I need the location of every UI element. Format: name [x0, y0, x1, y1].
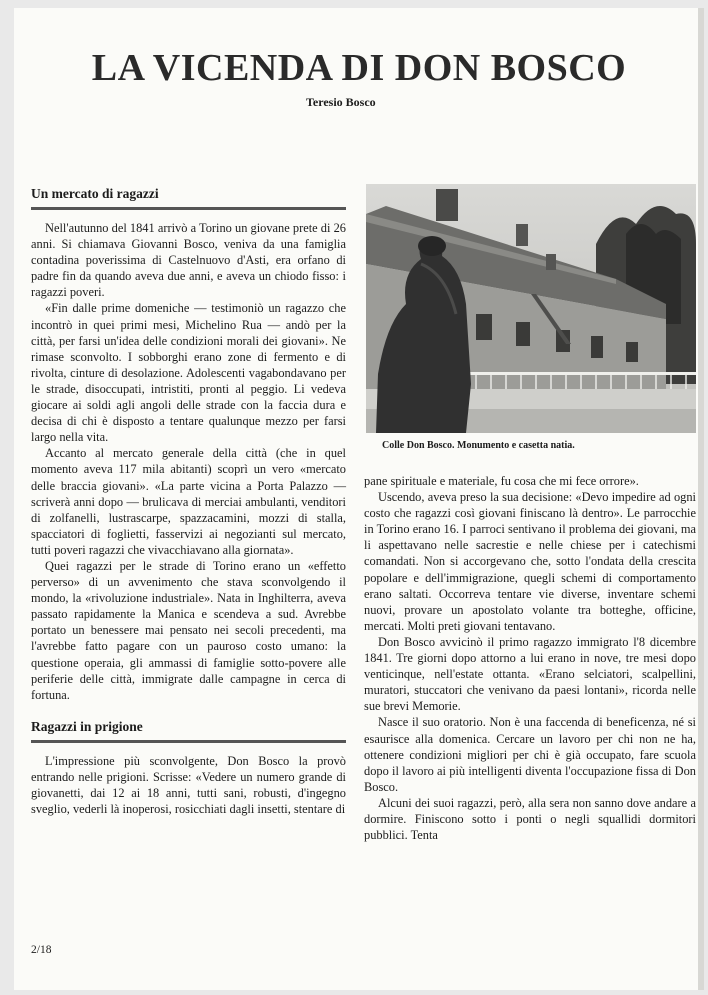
section-heading: Un mercato di ragazzi [31, 186, 346, 210]
photo-caption: Colle Don Bosco. Monumento e casetta natia. [382, 440, 575, 451]
article-title: LA VICENDA DI DON BOSCO [91, 47, 627, 89]
page-number: 2/18 [31, 944, 52, 956]
paragraph: Alcuni dei suoi ragazzi, però, alla sera non sanno dove andare a dormire. Finiscono sotto i ponti o negli squallidi dormitori pubblici. Tenta [364, 795, 696, 843]
paragraph: L'impressione più sconvolgente, Don Bosco la provò entrando nelle prigioni. Scrisse: «Vedere un numero grande di giovanetti, dai 12 ai 18 anni, tutti sani, robusti, d'ingegno sveglio, vederli là inoperosi, rosicchiati dagli insetti, stentare di [31, 753, 346, 817]
paragraph: «Fin dalle prime domeniche — testimoniò un ragazzo che incontrò in quei primi mesi, Michelino Rua — andò per la città, per farsi un'idea delle condizioni morali dei giovani». Ne rimase sconvolto. I sobborghi erano zone di fermento e di rivolta, cinture di desolazione. Adolescenti vagabondavano per le strade, disoccupati, intristiti, pronti al peggio. Li vedeva giocare ai soldi agli angoli delle strade con la faccia dura e decisa di chi è disposto a tentare qualunque mezzo per farsi largo nella vita. [31, 301, 346, 445]
left-column [31, 186, 346, 817]
paragraph: pane spirituale e materiale, fu cosa che mi fece orrore». [364, 474, 639, 488]
paragraph: Nell'autunno del 1841 arrivò a Torino un giovane prete di 26 anni. Si chiamava Giovanni Bosco, veniva da una famiglia contadina poverissima di Castelnuovo d'Asti, era orfano di padre fin da quando aveva due anni, e aveva un chiodo fisso: i ragazzi poveri. [31, 221, 346, 300]
article-author: Teresio Bosco [306, 95, 376, 109]
paragraph: Uscendo, aveva preso la sua decisione: «Devo impedire ad ogni costo che ragazzi così giovani finiscano là dentro». Le parrocchie in Torino erano 16. I parroci sentivano il problema dei giovani, ma li aspettavano nelle sacrestie e nelle chiese per i catechismi comandati. Non si accorgevano che, sotto l'ondata della crescita popolare e dell'immigrazione, quegli schemi di comportamento erano saltati. Occorreva tentare vie diverse, inventare schemi nuovi, provare un apostolato volante tra botteghe, officine, mercati. Molti preti giovani tentavano. [364, 490, 696, 633]
section-ragazzi-in-prigione [31, 719, 346, 817]
paragraph: Don Bosco avvicinò il primo ragazzo immigrato l'8 dicembre 1841. Tre giorni dopo attorno a lui erano in nove, tre mesi dopo venticinque, nell'estate ottanta. «Erano selciatori, scalpellini, muratori, stuccatori che venivano da paesi lontani», ricorda nelle sue brevi Memorie. [364, 634, 696, 714]
paragraph: Nasce il suo oratorio. Non è una faccenda di beneficenza, né si esaurisce alla domenica. Cercare un lavoro per chi non ne ha, ottenere condizioni migliori per chi è già occupato, fare scuola dopo il lavoro ai più intelligenti diventa l'occupazione fissa di Don Bosco. [364, 715, 696, 794]
paragraph: Quei ragazzi per le strade di Torino erano un «effetto perverso» di un avvenimento che stava sconvolgendo il mondo, la «rivoluzione industriale». Nata in Inghilterra, aveva passato rapidamente la Manica e scendeva a sud. Avrebbe portato un benessere mai pensato nei secoli precedenti, ma l'avrebbe fatto pagare con un pauroso costo umano: la questione operaia, gli ammassi di famiglie sotto-povere alle periferie delle città, immigrate dalle campagne in cerca di fortuna. [31, 558, 346, 702]
magazine-page [14, 8, 704, 990]
right-column [364, 473, 696, 843]
page-edge [698, 8, 704, 990]
photo-monument-house [366, 184, 696, 433]
paragraph: Accanto al mercato generale della città (che in quel momento aveva 117 mila abitanti) scoprì un vero «mercato delle braccia giovani». «La parte vicina a Porta Palazzo — scriverà anni dopo — brulicava di merciai ambulanti, venditori di zolfanelli, lustrascarpe, spazzacamini, mozzi di stalla, spacciatori di foglietti, fasservizi ai negozianti sul mercato, tutti poveri ragazzi che vivacchiavano alla giornata». [31, 446, 346, 557]
photo-illustration [366, 184, 696, 433]
section-heading: Ragazzi in prigione [31, 719, 346, 743]
